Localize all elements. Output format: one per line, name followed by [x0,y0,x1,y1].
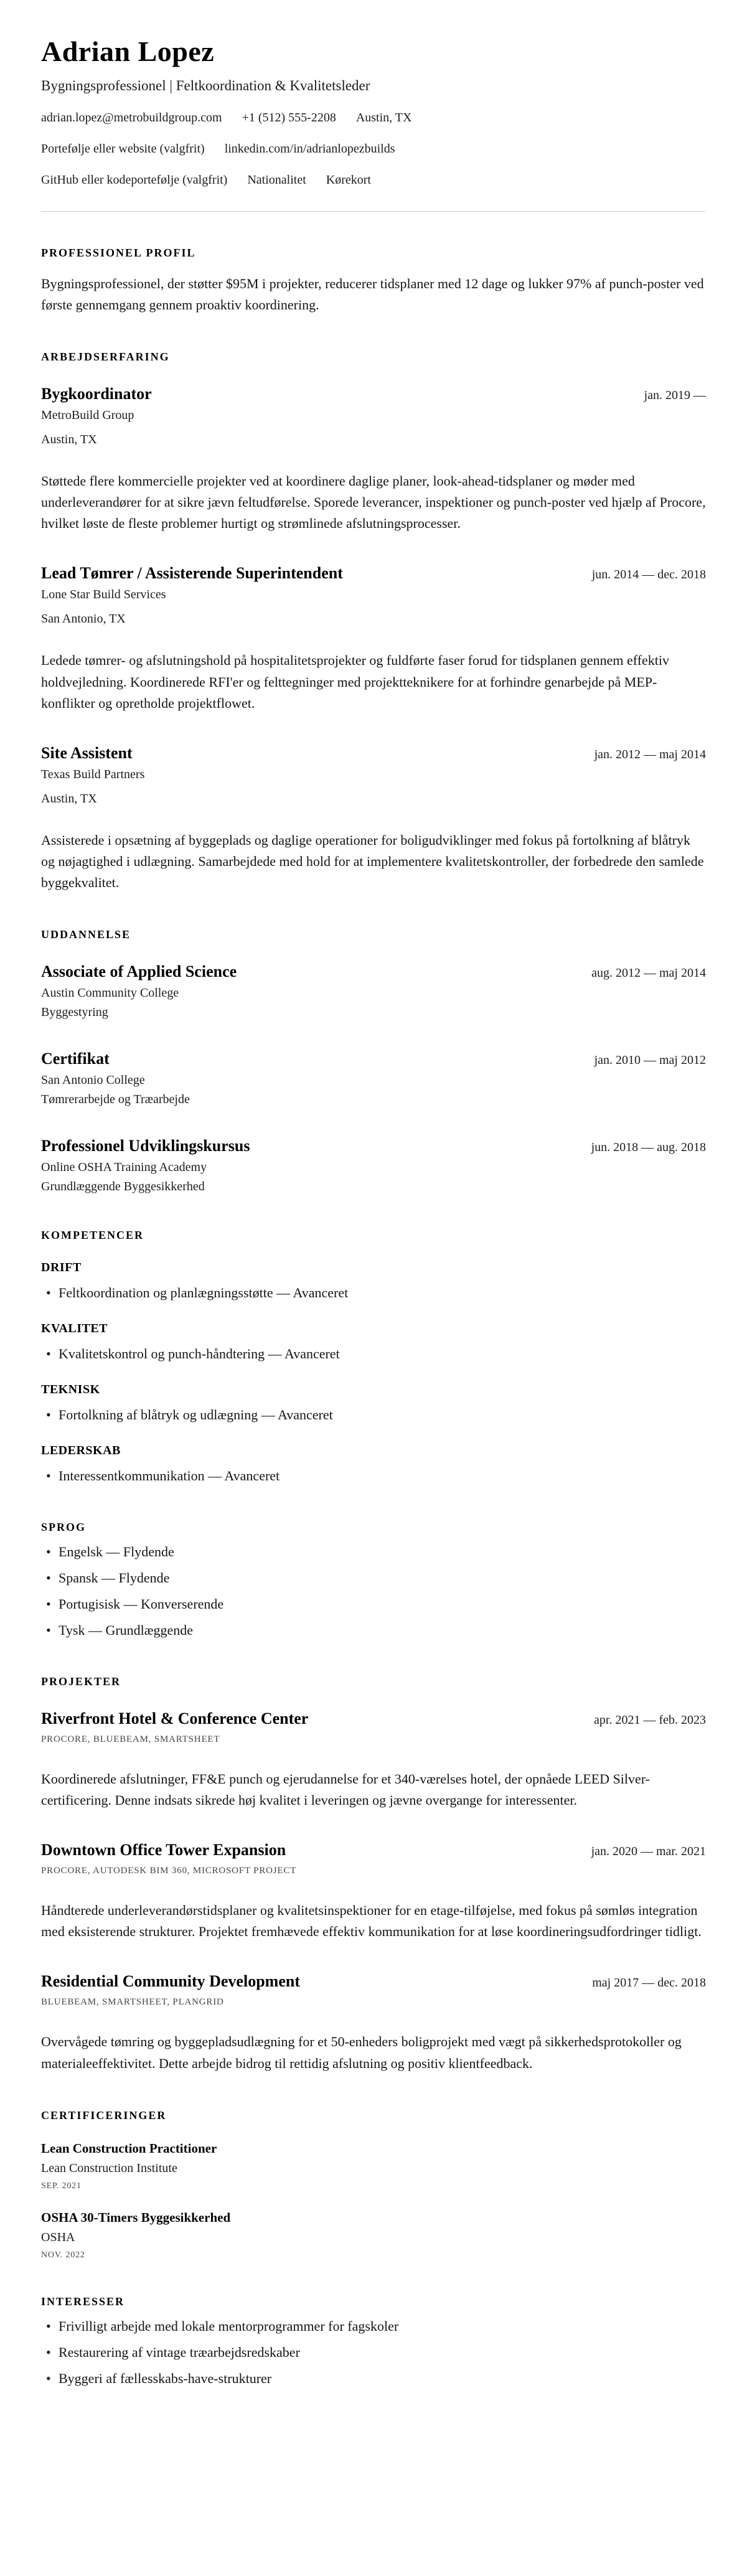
section-heading-interests: INTERESSER [41,2295,125,2308]
job-title: Lead Tømrer / Assisterende Superintendent [41,564,343,583]
project-description: Håndterede underleverandørstidsplaner og kvalitetsinspektioner for en etage-tilføjelse, med fokus på sømløs integration med eksisterende strukturer. Projektet fremhævede effektiv kommunikation for at løse koordineringsudfordringer tidligt. [41,1902,702,1940]
skill-category: TEKNISK [41,1383,100,1397]
job-title: Bygkoordinator [41,385,152,403]
experience-entry-head [41,744,706,763]
section-skills [41,1229,706,1486]
contact-row-1 [41,111,706,125]
language-list [41,1541,706,1640]
interest-list [41,2316,706,2389]
nationality-placeholder: Nationalitet [247,173,306,187]
job-company: Texas Build Partners [41,767,145,781]
field-of-study: Tømrerarbejde og Træarbejde [41,1093,190,1107]
section-heading-education: UDDANNELSE [41,928,131,941]
project-entry-head [41,1972,706,1991]
project-tools: PROCORE, AUTODESK BIM 360, MICROSOFT PROJECT [41,1866,297,1876]
header-divider [41,211,706,212]
section-heading-projects: PROJEKTER [41,1675,121,1688]
job-location: Austin, TX [41,791,97,806]
section-heading-languages: SPROG [41,1521,87,1534]
job-company: MetroBuild Group [41,408,134,423]
profile-summary: Bygningsprofessionel, der støtter $95M i projekter, reducerer tidsplaner med 12 dage og lukker 97% af punch-poster ved første gennemgang gennem proaktiv koordinering. [41,276,704,313]
experience-entry-head [41,385,706,403]
section-heading-profile: PROFESSIONEL PROFIL [41,247,196,259]
job-description: Ledede tømrer- og afslutningshold på hospitalitetsprojekter og fuldførte faser forud for tidsplanen gennem effektiv holdvejledning. Koordinerede RFI'er og felttegninger med projektteknikere for at forhindre genarbejde på MEP-konflikter og opretholde projektflowet. [41,652,670,711]
email-text: adrian.lopez@metrobuildgroup.com [41,111,222,125]
section-education [41,928,706,1194]
project-entry-head [41,1709,706,1728]
education-entry-head [41,962,706,981]
education-entry [41,962,706,1020]
website-placeholder: Portefølje eller website (valgfrit) [41,142,205,156]
section-heading-experience: ARBEJDSERFARING [41,350,170,364]
job-title: Site Assistent [41,743,133,762]
section-experience [41,350,706,893]
header [41,35,706,187]
degree-dates: jan. 2010 — maj 2012 [594,1053,706,1068]
language-item: • Engelsk — Flydende [41,1541,706,1562]
project-entry [41,1841,706,1942]
job-dates: jan. 2012 — maj 2014 [594,747,706,761]
section-interests [41,2295,706,2389]
job-description: Støttede flere kommercielle projekter ved at koordinere daglige planer, look-ahead-tidsplaner og møder med underleverandører for at sikre jævn feltudførelse. Sporede leverancer, inspektioner og punch-poster ved hjælp af Procore, hvilket løste de fleste problemer hurtigt og strømlinede afslutningsprocesser. [41,473,706,532]
degree-title: Associate of Applied Science [41,962,237,981]
language-item: • Portugisisk — Konverserende [41,1594,706,1614]
project-dates: jan. 2020 — mar. 2021 [591,1845,706,1859]
language-item: • Tysk — Grundlæggende [41,1620,706,1640]
section-certifications [41,2109,706,2260]
field-of-study: Grundlæggende Byggesikkerhed [41,1180,205,1194]
skill-group [41,1322,706,1364]
project-title: Downtown Office Tower Expansion [41,1841,286,1859]
school-name: San Antonio College [41,1073,145,1088]
skill-group [41,1261,706,1303]
skill-list [41,1465,706,1486]
job-location: San Antonio, TX [41,612,126,626]
experience-entry [41,564,706,713]
project-entry [41,1972,706,2074]
certification-issuer: OSHA [41,2230,75,2244]
location-text: Austin, TX [355,111,412,125]
job-dates: jun. 2014 — dec. 2018 [591,568,706,582]
skill-list [41,1282,706,1303]
section-profile [41,247,706,316]
section-projects [41,1675,706,2074]
education-entry-head [41,1137,706,1155]
project-entry-head [41,1841,706,1859]
skill-list [41,1343,706,1364]
job-company: Lone Star Build Services [41,588,166,602]
education-entry [41,1050,706,1107]
skill-item: • Feltkoordination og planlægningsstøtte — Avanceret [41,1282,706,1303]
project-dates: apr. 2021 — feb. 2023 [594,1713,706,1728]
experience-entry [41,744,706,893]
project-description: Overvågede tømring og byggepladsudlægning for et 50-enheders boligprojekt med vægt på sikkerhedsprotokoller og materialeeffektivitet. Dette arbejde bidrog til rettidig afslutning og positiv klientfeedback. [41,2034,682,2071]
person-title: Bygningsprofessionel | Feltkoordination & Kvalitetsleder [41,78,370,93]
interest-item: • Frivilligt arbejde med lokale mentorprogrammer for fagskoler [41,2316,706,2336]
certification-issuer: Lean Construction Institute [41,2161,177,2175]
license-placeholder: Kørekort [326,173,371,187]
job-location: Austin, TX [41,433,97,447]
section-heading-certifications: CERTIFICERINGER [41,2108,167,2122]
project-dates: maj 2017 — dec. 2018 [592,1976,706,1990]
skill-item: • Fortolkning af blåtryk og udlægning — Avanceret [41,1404,706,1425]
skill-category: KVALITET [41,1322,108,1336]
project-title: Residential Community Development [41,1972,300,1991]
certification-date: SEP. 2021 [41,2181,82,2191]
degree-dates: jun. 2018 — aug. 2018 [591,1140,706,1155]
experience-entry-head [41,564,706,583]
degree-dates: aug. 2012 — maj 2014 [591,966,706,980]
certification-date: NOV. 2022 [41,2250,85,2260]
certification-title: Lean Construction Practitioner [41,2140,217,2156]
skill-group [41,1383,706,1425]
person-name: Adrian Lopez [41,35,215,67]
contact-row-2 [41,142,706,156]
project-description: Koordinerede afslutninger, FF&E punch og ejerudannelse for et 340-værelses hotel, der opnåede LEED Silver-certificering. Denne indsats sikrede høj kvalitet i leveringen og jævne overgange for interessenter. [41,1771,651,1808]
section-heading-skills: KOMPETENCER [41,1229,144,1242]
project-title: Riverfront Hotel & Conference Center [41,1709,309,1728]
skill-item: • Interessentkommunikation — Avanceret [41,1465,706,1486]
job-description: Assisterede i opsætning af byggeplads og daglige operationer for boligudviklinger med fokus på fortolkning af blåtryk og nøjagtighed i udlægning. Samarbejdede med hold for at implementere kvalitetskontroller, der forbedrede den samlede byggekvalitet. [41,832,704,890]
section-languages [41,1521,706,1640]
school-name: Austin Community College [41,986,179,1000]
project-tools: BLUEBEAM, SMARTSHEET, PLANGRID [41,1997,224,2008]
school-name: Online OSHA Training Academy [41,1160,207,1175]
job-dates: jan. 2019 — [644,388,706,403]
skill-list [41,1404,706,1425]
project-tools: PROCORE, BLUEBEAM, SMARTSHEET [41,1734,220,1745]
education-entry-head [41,1050,706,1068]
project-entry [41,1709,706,1811]
phone-text: +1 (512) 555-2208 [242,111,336,125]
skill-category: DRIFT [41,1261,82,1275]
degree-title: Certifikat [41,1050,110,1068]
language-item: • Spansk — Flydende [41,1568,706,1588]
interest-item: • Restaurering af vintage træarbejdsredskaber [41,2342,706,2362]
interest-item: • Byggeri af fællesskabs-have-strukturer [41,2368,706,2389]
education-entry [41,1137,706,1194]
skill-item: • Kvalitetskontrol og punch-håndtering — Avanceret [41,1343,706,1364]
experience-entry [41,385,706,534]
contact-row-3 [41,173,706,187]
degree-title: Professionel Udviklingskursus [41,1137,250,1155]
certification-entry [41,2210,706,2260]
linkedin-text: linkedin.com/in/adrianlopezbuilds [224,142,395,156]
github-placeholder: GitHub eller kodeportefølje (valgfrit) [41,173,228,187]
certification-entry [41,2141,706,2191]
field-of-study: Byggestyring [41,1005,108,1020]
certification-title: OSHA 30-Timers Byggesikkerhed [41,2209,231,2225]
skill-group [41,1444,706,1486]
skill-category: LEDERSKAB [41,1444,121,1458]
